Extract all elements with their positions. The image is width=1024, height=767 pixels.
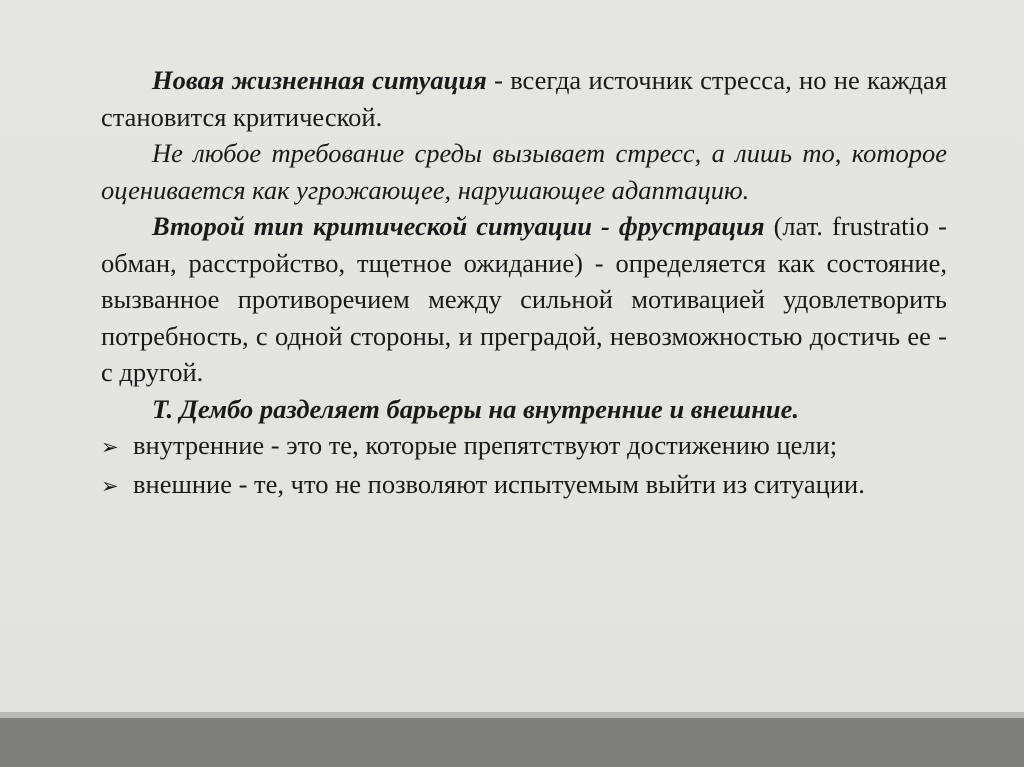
paragraph-text: (лат. frustratio - обман, расстройство, тщетное ожидание) - определяется как состояние, вызванное противоречием между сильной мотивацией удовлетворить потребность, с одной стороны, и преградой, невозможностью достичь ее - с другой. bbox=[101, 211, 947, 387]
paragraph-dembo: Т. Дембо разделяет барьеры на внутренние и внешние. bbox=[152, 393, 800, 424]
list-item bbox=[101, 427, 947, 466]
slide-content bbox=[101, 62, 947, 504]
paragraph-frustration bbox=[101, 208, 947, 391]
arrowhead-bullet-icon: ➢ bbox=[101, 435, 119, 459]
list-item bbox=[101, 466, 947, 505]
paragraph-new-situation bbox=[101, 62, 947, 135]
term-new-life-situation: Новая жизненная ситуация bbox=[152, 65, 487, 95]
list-item-text: внутренние - это те, которые препятствуют достижению цели; bbox=[133, 430, 838, 460]
list-item-text: внешние - те, что не позволяют испытуемым выйти из ситуации. bbox=[133, 468, 865, 499]
footer-divider bbox=[0, 712, 1024, 718]
term-frustration: Второй тип критической ситуации - фрустрация bbox=[152, 211, 765, 241]
paragraph-stress-demand: Не любое требование среды вызывает стресс, а лишь то, которое оценивается как угрожающее, нарушающее адаптацию. bbox=[101, 138, 947, 205]
paragraph-text: - всегда источник стресса, но не каждая становится критической. bbox=[101, 65, 947, 132]
arrowhead-bullet-icon: ➢ bbox=[101, 473, 119, 498]
footer-bar bbox=[0, 712, 1024, 767]
